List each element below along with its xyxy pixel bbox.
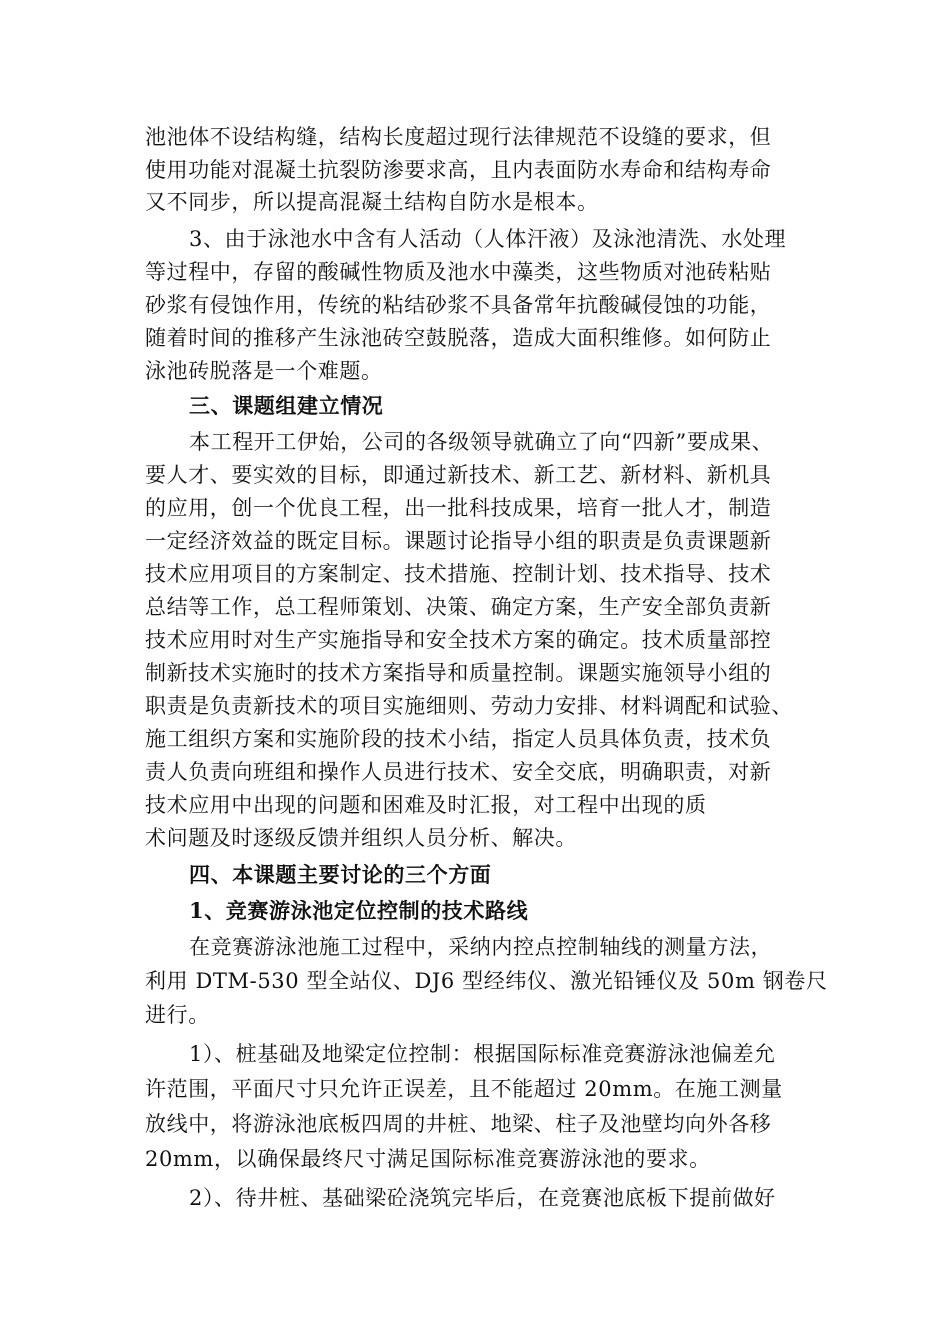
text-line: 技术应用项目的方案制定、技术措施、控制计划、技术指导、技术 bbox=[145, 562, 772, 586]
text-line: 池池体不设结构缝，结构长度超过现行法律规范不设缝的要求，但 bbox=[145, 125, 772, 149]
text-line: 本工程开工伊始，公司的各级领导就确立了向“四新”要成果、 bbox=[189, 430, 774, 454]
text-line: 许范围，平面尺寸只允许正误差，且不能超过 20mm。在施工测量 bbox=[145, 1077, 783, 1101]
text-line: 总结等工作，总工程师策划、决策、确定方案，生产安全部负责新 bbox=[145, 595, 772, 619]
text-line: 的应用，创一个优良工程，出一批科技成果，培育一批人才，制造 bbox=[145, 496, 772, 520]
text-line: 20mm，以确保最终尺寸满足国际标准竞赛游泳池的要求。 bbox=[145, 1147, 711, 1171]
text-line: 使用功能对混凝土抗裂防渗要求高，且内表面防水寿命和结构寿命 bbox=[145, 158, 772, 182]
text-line: 1）、桩基础及地梁定位控制：根据国际标准竞赛游泳池偏差允 bbox=[189, 1042, 776, 1066]
text-line: 施工组织方案和实施阶段的技术小结，指定人员具体负责，技术负 bbox=[145, 727, 772, 751]
text-line: 在竞赛游泳池施工过程中，采纳内控点控制轴线的测量方法， bbox=[189, 935, 773, 959]
text-line: 泳池砖脱落是一个难题。 bbox=[145, 359, 383, 383]
subsection-heading: 1、竞赛游泳池定位控制的技术路线 bbox=[189, 898, 529, 923]
text-line: 放线中，将游泳池底板四周的井桩、地梁、柱子及池壁均向外各移 bbox=[145, 1112, 772, 1136]
text-line: 术问题及时逐级反馈并组织人员分析、解决。 bbox=[145, 826, 577, 850]
text-line: 又不同步，所以提高混凝土结构自防水是根本。 bbox=[145, 190, 599, 214]
section-heading: 四、本课题主要讨论的三个方面 bbox=[189, 862, 492, 887]
text-line: 要人才、要实效的目标，即通过新技术、新工艺、新材料、新机具 bbox=[145, 463, 772, 487]
text-line: 责人负责向班组和操作人员进行技术、安全交底，明确职责，对新 bbox=[145, 760, 772, 784]
text-line: 砂浆有侵蚀作用，传统的粘结砂浆不具备常年抗酸碱侵蚀的功能， bbox=[145, 293, 772, 317]
text-line: 制新技术实施时的技术方案指导和质量控制。课题实施领导小组的 bbox=[145, 661, 772, 685]
text-line: 进行。 bbox=[145, 1003, 210, 1027]
text-line: 技术应用时对生产实施指导和安全技术方案的确定。技术质量部控 bbox=[145, 628, 772, 652]
text-line: 一定经济效益的既定目标。课题讨论指导小组的职责是负责课题新 bbox=[145, 529, 772, 553]
text-line: 2）、待井桩、基础梁砼浇筑完毕后，在竞赛池底板下提前做好 bbox=[189, 1186, 776, 1210]
text-line: 职责是负责新技术的项目实施细则、劳动力安排、材料调配和试验、 bbox=[145, 694, 793, 718]
text-line: 3、由于泳池水中含有人活动（人体汗液）及泳池清洗、水处理 bbox=[189, 227, 787, 251]
text-line: 随着时间的推移产生泳池砖空鼓脱落，造成大面积维修。如何防止 bbox=[145, 326, 772, 350]
text-line: 利用 DTM-530 型全站仪、DJ6 型经纬仪、激光铅锤仪及 50m 钢卷尺 bbox=[145, 969, 828, 993]
text-line: 等过程中，存留的酸碱性物质及池水中藻类，这些物质对池砖粘贴 bbox=[145, 260, 772, 284]
section-heading: 三、课题组建立情况 bbox=[189, 393, 384, 418]
text-line: 技术应用中出现的问题和困难及时汇报，对工程中出现的质 bbox=[145, 793, 707, 817]
redaction-patch bbox=[742, 793, 808, 851]
